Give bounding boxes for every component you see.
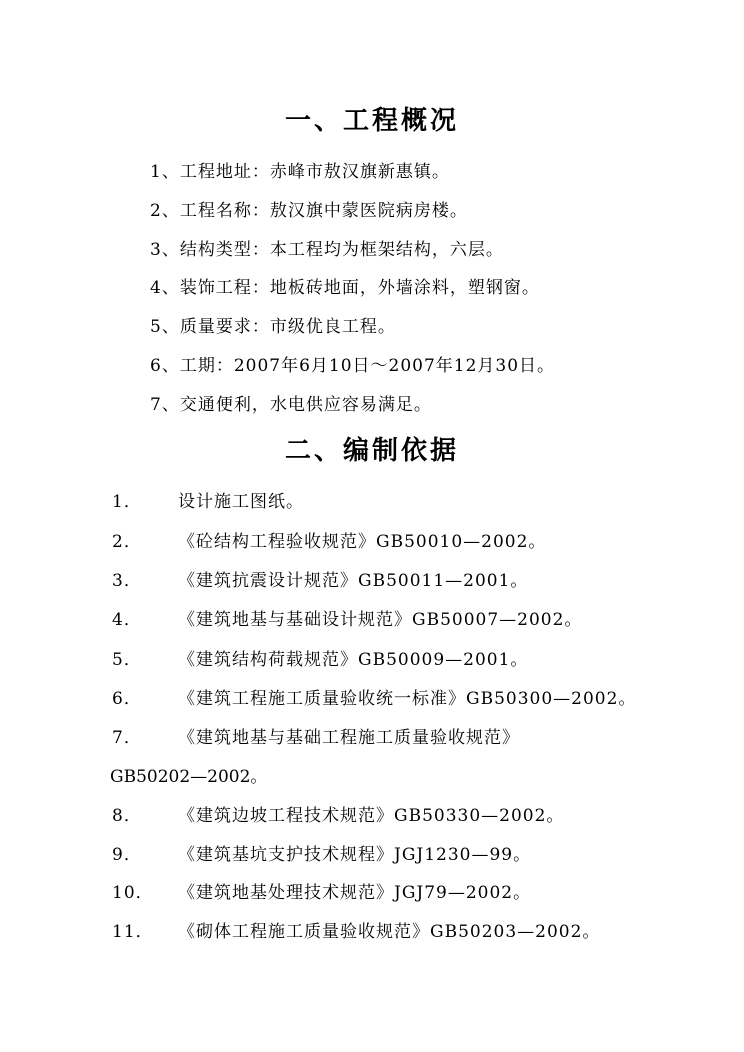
reference-item-5 <box>112 645 528 670</box>
reference-item-9 <box>112 840 531 865</box>
overview-item-1: 1、工程地址：赤峰市敖汉旗新惠镇。 <box>150 162 450 182</box>
reference-number: 7． <box>112 728 142 748</box>
reference-item-7 <box>112 723 520 748</box>
reference-number: 8． <box>112 806 142 826</box>
reference-text: 《建筑基坑支护技术规程》JGJ1230—99。 <box>178 845 532 865</box>
overview-item-3: 3、结构类型：本工程均为框架结构，六层。 <box>150 240 504 260</box>
reference-text: 《砼结构工程验收规范》GB50010—2002。 <box>178 532 547 552</box>
reference-item-11 <box>112 917 600 942</box>
reference-item-10 <box>112 878 531 903</box>
reference-text: 《建筑边坡工程技术规范》GB50330—2002。 <box>178 806 565 826</box>
reference-item-2 <box>112 527 546 552</box>
reference-text: 设计施工图纸。 <box>178 492 304 512</box>
reference-text: 《建筑工程施工质量验收统一标准》GB50300—2002。 <box>178 689 637 709</box>
section-title-overview: 一、工程概况 <box>284 106 459 136</box>
reference-number: 6． <box>112 689 142 709</box>
overview-item-6: 6、工期：2007年6月10日～2007年12月30日。 <box>150 356 556 376</box>
reference-text: 《建筑地基与基础设计规范》GB50007—2002。 <box>178 610 583 630</box>
reference-item-1 <box>112 487 304 512</box>
reference-number: 4． <box>112 610 142 630</box>
section-title-basis: 二、编制依据 <box>284 436 459 466</box>
reference-text: 《建筑抗震设计规范》GB50011—2001。 <box>178 571 529 591</box>
reference-number: 5． <box>112 650 142 670</box>
reference-number: 3． <box>112 571 142 591</box>
reference-text: 《砌体工程施工质量验收规范》GB50203—2002。 <box>178 922 601 942</box>
reference-item-3 <box>112 566 528 591</box>
reference-text: 《建筑地基处理技术规范》JGJ79—2002。 <box>178 883 532 903</box>
reference-number: 1． <box>112 492 142 512</box>
overview-item-2: 2、工程名称：敖汉旗中蒙医院病房楼。 <box>150 201 468 221</box>
overview-item-5: 5、质量要求：市级优良工程。 <box>150 317 396 337</box>
reference-item-8 <box>112 801 564 826</box>
reference-number: 10． <box>112 883 154 903</box>
reference-item-7-continuation: GB50202—2002。 <box>110 767 268 787</box>
reference-text: 《建筑地基与基础工程施工质量验收规范》 <box>178 728 520 748</box>
reference-number: 9． <box>112 845 142 865</box>
overview-item-4: 4、装饰工程：地板砖地面，外墙涂料，塑钢窗。 <box>150 278 540 298</box>
reference-text: 《建筑结构荷载规范》GB50009—2001。 <box>178 650 529 670</box>
reference-number: 11． <box>112 922 154 942</box>
reference-number: 2． <box>112 532 142 552</box>
overview-item-7: 7、交通便利，水电供应容易满足。 <box>150 395 432 415</box>
reference-item-4 <box>112 605 582 630</box>
reference-item-6 <box>112 684 636 709</box>
